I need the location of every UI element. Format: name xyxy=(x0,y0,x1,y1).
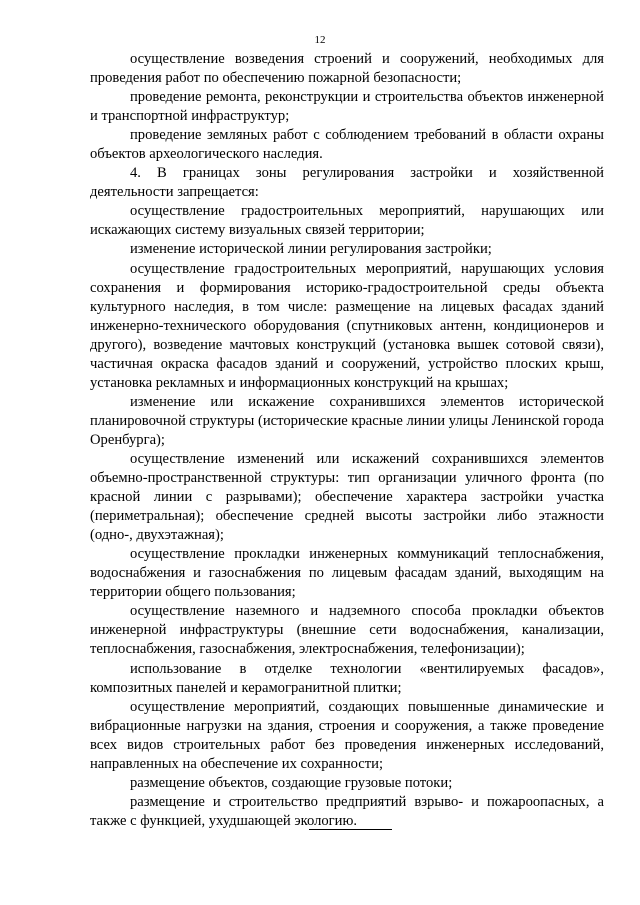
paragraph: использование в отделке технологии «вентилируемых фасадов», композитных панелей и керамогранитной плитки; xyxy=(90,660,604,696)
paragraph: проведение ремонта, реконструкции и строительства объектов инженерной и транспортной инфраструктур; xyxy=(90,89,604,125)
paragraph: осуществление градостроительных мероприятий, нарушающих или искажающих систему визуальных связей территории; xyxy=(90,203,604,239)
paragraph: размещение объектов, создающие грузовые потоки; xyxy=(130,774,453,791)
paragraph: осуществление прокладки инженерных коммуникаций теплоснабжения, водоснабжения и газоснабжения по лицевым фасадам зданий, выходящим на территории общего пользования; xyxy=(90,546,604,601)
page-number: 12 xyxy=(314,34,326,46)
paragraph: осуществление возведения строений и сооружений, необходимых для проведения работ по обеспечению пожарной безопасности; xyxy=(90,51,604,87)
paragraph: осуществление мероприятий, создающих повышенные динамические и вибрационные нагрузки на здания, строения и сооружения, а также проведение всех видов строительных работ без проведения инженерных исследований, направленных на обеспечение их сохранности; xyxy=(90,698,604,772)
closing-rule xyxy=(309,829,392,830)
paragraph: осуществление наземного и надземного способа прокладки объектов инженерной инфраструктуры (внешние сети водоснабжения, канализации, теплоснабжения, газоснабжения, электроснабжения, телефонизации); xyxy=(90,603,604,658)
paragraph: 4. В границах зоны регулирования застройки и хозяйственной деятельности запрещается: xyxy=(90,165,604,201)
document-body xyxy=(90,50,604,831)
paragraph: изменение исторической линии регулирования застройки; xyxy=(130,241,492,258)
paragraph: изменение или искажение сохранившихся элементов исторической планировочной структуры (исторические красные линии улицы Ленинской города Оренбурга); xyxy=(90,393,604,448)
paragraph: размещение и строительство предприятий взрыво- и пожароопасных, а также с функцией, ухудшающей экологию. xyxy=(90,793,604,829)
paragraph: осуществление изменений или искажений сохранившихся элементов объемно-пространственной структуры: тип организации уличного фронта (по красной линии с разрывами); обеспечение характера застройки участка (периметральная); обеспечение средней высоты застройки либо этажности (одно-, двухэтажная); xyxy=(90,450,604,544)
paragraph: проведение земляных работ с соблюдением требований в области охраны объектов археологического наследия. xyxy=(90,127,604,163)
paragraph: осуществление градостроительных мероприятий, нарушающих условия сохранения и формирования историко-градостроительной среды объекта культурного наследия, в том числе: размещение на лицевых фасадах зданий инженерно-технического оборудования (спутниковых антенн, кондиционеров и другого), возведение мачтовых конструкций (установка вышек сотовой связи), частичная окраска фасадов зданий и сооружений, устройство плоских крыш, установка рекламных и информационных конструкций на крышах; xyxy=(90,260,604,391)
